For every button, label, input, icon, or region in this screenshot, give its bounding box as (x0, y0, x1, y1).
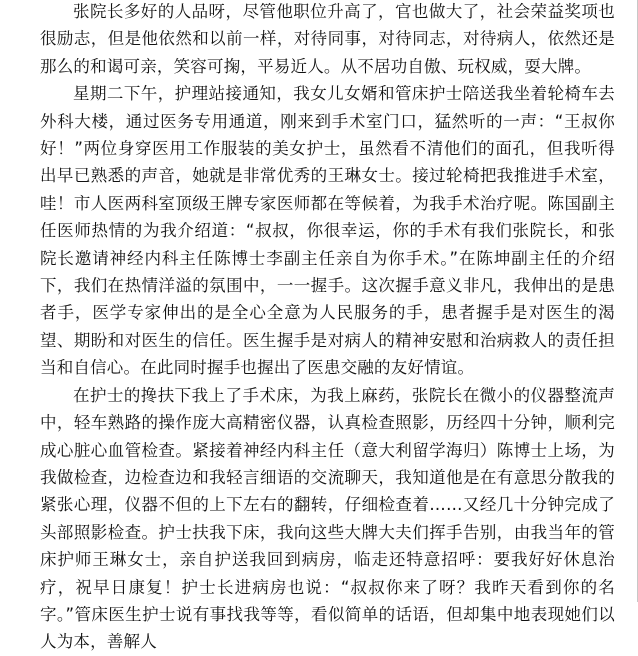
article-body (40, 0, 615, 656)
paragraph-1: 张院长多好的人品呀，尽管他职位升高了，官也做大了，社会荣益奖项也很励志，但是他依然和以前一样，对待同事，对待同志，对待病人，依然还是那么的和谒可亲，笑容可掬，平易近人。从不居功自傲、玩权威，耍大牌。 (40, 2, 615, 76)
paragraph-2: 星期二下午，护理站接通知，我女儿女婿和管床护士陪送我坐着轮椅车去外科大楼，通过医务专用通道，刚来到手术室门口，猛然听的一声：“王叔你好！”两位身穿医用工作服装的美女护士，虽然看不清他们的面孔，但我听得出早已熟悉的声音，她就是非常优秀的王琳女士。接过轮椅把我推进手术室，哇！市人医两科室顶级王牌专家医师都在等候着，为我手术治疗呢。陈国副主任医师热情的为我介绍道：“叔叔，你很幸运，你的手术有我们张院长，和张院长邀请神经内科主任陈博士李副主任亲自为你手术。”在陈坤副主任的介绍下，我们在热情洋溢的氛围中，一一握手。这次握手意义非凡，我伸出的是患者手，医学专家伸出的是全心全意为人民服务的手，患者握手是对医生的渴望、期盼和对医生的信任。医生握手是对病人的精神安慰和治病救人的责任担当和自信心。在此同时握手也握出了医患交融的友好情谊。 (40, 84, 615, 378)
paragraph-3: 在护士的搀扶下我上了手术床，为我上麻药，张院长在微小的仪器整流声中，轻车熟路的操作庞大高精密仪器，认真检查照影，历经四十分钟，顺利完成心脏心血管检查。紧接着神经内科主任（意大利留学海归）陈博士上场，为我做检查，边检查边和我轻言细语的交流聊天，我知道他是在有意思分散我的紧张心理，仪器不但的上下左右的翻转，仔细检查着……又经几十分钟完成了头部照影检查。护士扶我下床，我向这些大牌大夫们挥手告别，由我当年的管床护师王琳女士，亲自护送我回到病房，临走还特意招呼：要我好好休息治疗，祝早日康复！护士长进病房也说：“叔叔你来了呀？我昨天看到你的名字。”管床医生护士说有事找我等等，看似简单的话语，但却集中地表现她们以人为本，善解人 (40, 385, 615, 652)
